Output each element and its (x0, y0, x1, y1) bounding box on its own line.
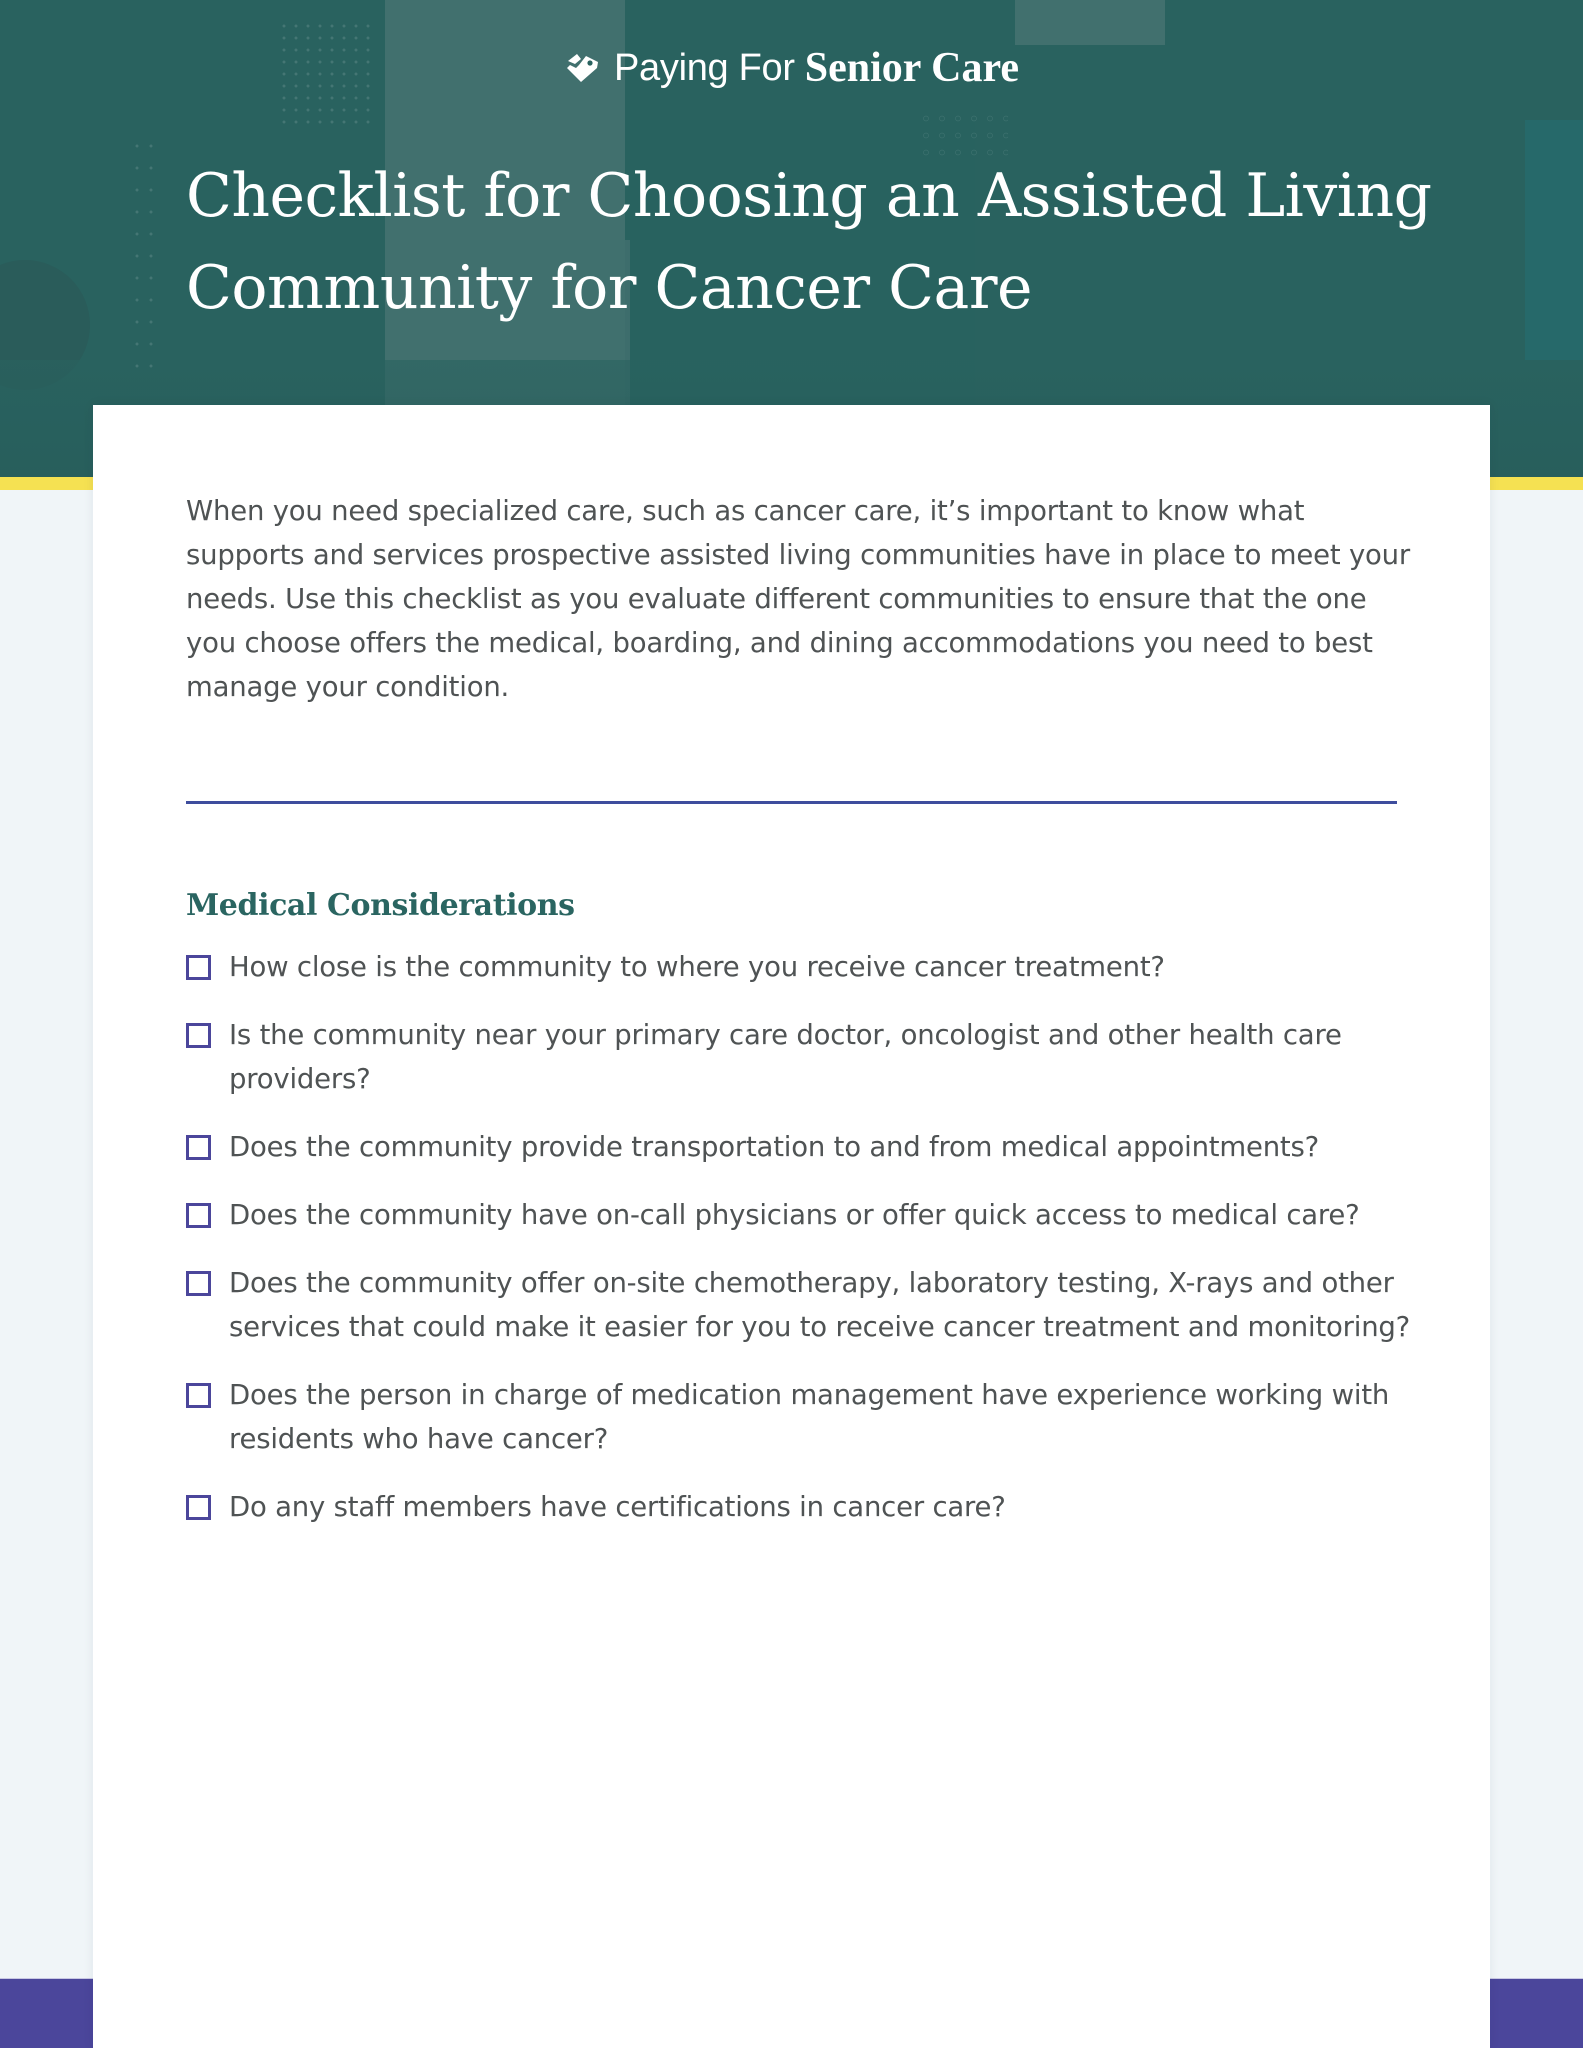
brand-name-bold: Senior Care (804, 45, 1019, 91)
checklist-item-text: Is the community near your primary care doctor, oncologist and other health care providers? (229, 1019, 1342, 1095)
checkbox[interactable] (186, 1383, 211, 1408)
section-title-medical: Medical Considerations (186, 888, 575, 923)
section-divider (186, 801, 1397, 804)
checklist-item[interactable] (186, 945, 1426, 989)
checkbox[interactable] (186, 1203, 211, 1228)
checkbox[interactable] (186, 1271, 211, 1296)
intro-paragraph: When you need specialized care, such as cancer care, it’s important to know what supports and services prospective assisted living communities have in place to meet your needs. Use this checklist as you evaluate different communities to ensure that the one you choose offers the medical, boarding, and dining accommodations you need to best manage your condition. (186, 495, 1410, 703)
checklist-item-text: Does the community provide transportation to and from medical appointments? (229, 1131, 1320, 1163)
checklist-item[interactable] (186, 1013, 1426, 1101)
checklist-item[interactable] (186, 1261, 1426, 1349)
decorative-block (1525, 120, 1583, 360)
brand-logo (0, 44, 1583, 92)
page-title: Checklist for Choosing an Assisted Living Community for Cancer Care (186, 161, 1432, 323)
checklist-item[interactable] (186, 1125, 1426, 1169)
checklist-item-text: Does the community have on-call physicians or offer quick access to medical care? (229, 1199, 1360, 1231)
checklist-item-text: How close is the community to where you receive cancer treatment? (229, 951, 1165, 983)
brand-name-light: Paying For (613, 46, 795, 89)
checkbox[interactable] (186, 1495, 211, 1520)
checklist-item[interactable] (186, 1193, 1426, 1237)
checklist-item-text: Do any staff members have certifications in cancer care? (229, 1491, 1006, 1523)
checklist-item[interactable] (186, 1485, 1426, 1529)
medical-checklist (186, 945, 1426, 1553)
checklist-item-text: Does the person in charge of medication management have experience working with residents who have cancer? (229, 1379, 1390, 1455)
checkbox[interactable] (186, 1135, 211, 1160)
heart-tag-icon (564, 52, 600, 84)
checkbox[interactable] (186, 955, 211, 980)
checkbox[interactable] (186, 1023, 211, 1048)
decorative-dot-grid (130, 135, 160, 375)
decorative-block (1015, 0, 1165, 45)
checklist-item[interactable] (186, 1373, 1426, 1461)
checklist-item-text: Does the community offer on-site chemotherapy, laboratory testing, X-rays and other services that could make it easier for you to receive cancer treatment and monitoring? (229, 1267, 1411, 1343)
content-card (93, 405, 1490, 2048)
